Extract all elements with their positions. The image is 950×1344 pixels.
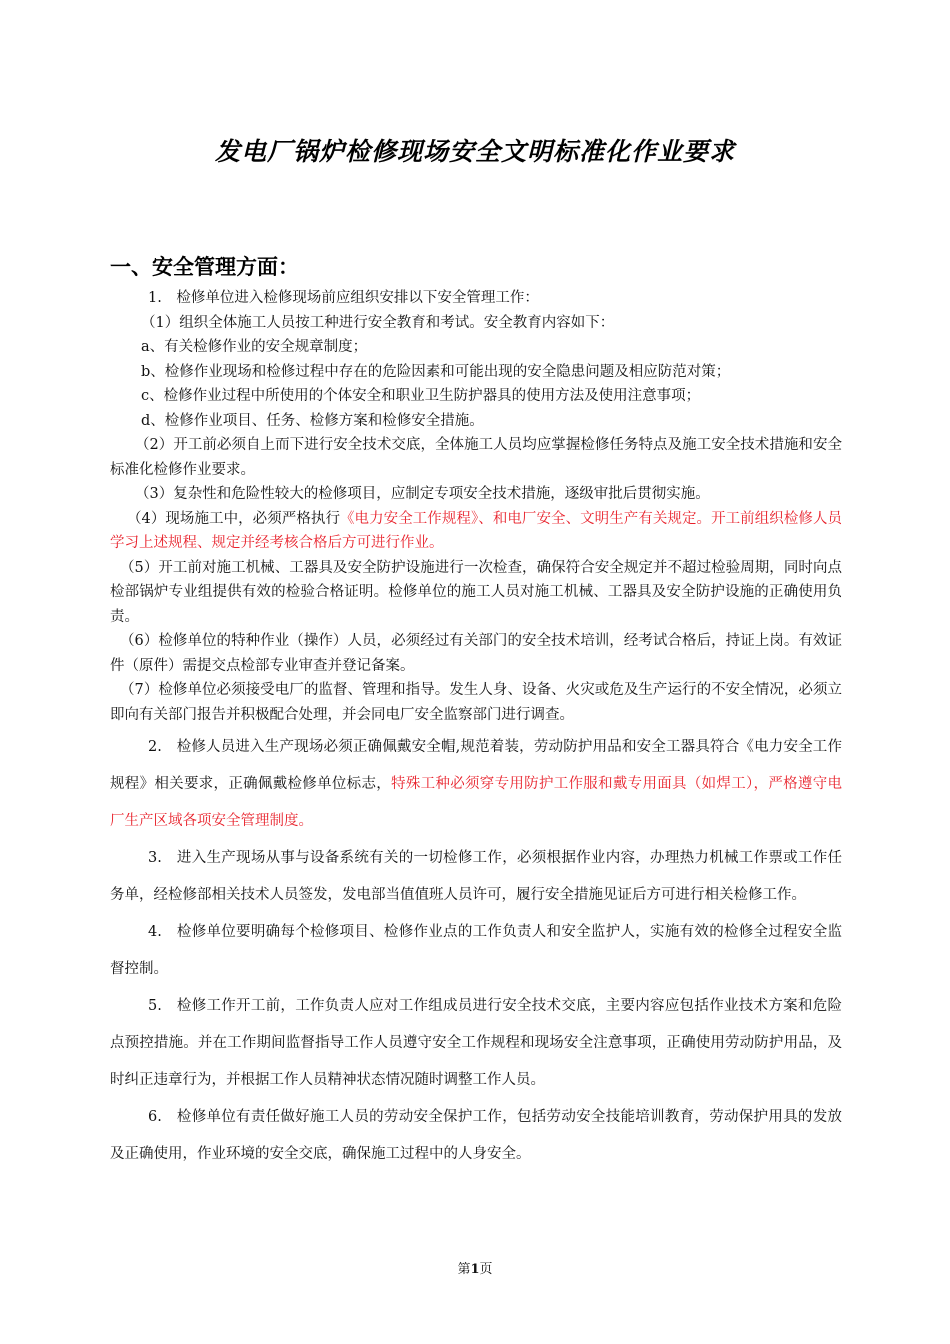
paragraph-item-1-a: a、有关检修作业的安全规章制度； xyxy=(141,339,368,355)
paragraph-item-1: 1. 检修单位进入检修现场前应组织安排以下安全管理工作： xyxy=(148,290,539,306)
paragraph-item-1-b: b、检修作业现场和检修过程中存在的危险因素和可能出现的安全隐患问题及相应防范对策； xyxy=(141,363,731,380)
footer-prefix: 第 xyxy=(457,1262,471,1277)
paragraph-item-6: 6. 检修单位有责任做好施工人员的劳动安全保护工作，包括劳动安全技能培训教育，劳动保护用具的发放及正确使用，作业环境的安全交底，确保施工过程中的人身安全。 xyxy=(110,1109,842,1162)
paragraph-item-3: 3. 进入生产现场从事与设备系统有关的一切检修工作，必须根据作业内容，办理热力机械工作票或工作任务单，经检修部相关技术人员签发，发电部当值值班人员许可，履行安全措施见证后方可进行相关检修工作。 xyxy=(110,850,842,903)
paragraph-item-1-6: （6）检修单位的特种作业（操作）人员，必须经过有关部门的安全技术培训，经考试合格后，持证上岗。有效证件（原件）需提交点检部专业审查并登记备案。 xyxy=(110,633,842,674)
paragraph-item-1-2: （2）开工前必须自上而下进行安全技术交底，全体施工人员均应掌握检修任务特点及施工安全技术措施和安全标准化检修作业要求。 xyxy=(110,437,842,478)
page-number: 1 xyxy=(470,1262,480,1277)
paragraph-item-2-text: 2. 检修人员进入生产现场必须正确佩戴安全帽,规范着装，劳动防护用品和安全工器具符合《电力安全工作规程》相关要求，正确佩戴检修单位标志， xyxy=(110,739,842,792)
paragraph-item-1-1: （1）组织全体施工人员按工种进行安全教育和考试。安全教育内容如下： xyxy=(141,314,615,331)
page-footer xyxy=(0,1258,950,1277)
paragraph-item-1-3: （3）复杂性和危险性较大的检修项目，应制定专项安全技术措施，逐级审批后贯彻实施。 xyxy=(135,486,710,502)
paragraph-item-2 xyxy=(110,729,842,840)
paragraph-item-1-c: c、检修作业过程中所使用的个体安全和职业卫生防护器具的使用方法及使用注意事项； xyxy=(141,388,701,404)
paragraph-item-1-5: （5）开工前对施工机械、工器具及安全防护设施进行一次检查，确保符合安全规定并不超过检验周期，同时向点检部锅炉专业组提供有效的检验合格证明。检修单位的施工人员对施工机械、工器具及安全防护设施的正确使用负责。 xyxy=(110,559,842,625)
footer-suffix: 页 xyxy=(479,1262,493,1277)
paragraph-item-1-4-highlight: 《电力安全工作规程》、和电厂安全、文明生产有关规定。开工前组织检修人员学习上述规程、规定并经考核合格后方可进行作业。 xyxy=(110,510,842,551)
section-heading-safety-management: 一、安全管理方面： xyxy=(110,255,299,279)
document-title: 发电厂锅炉检修现场安全文明标准化作业要求 xyxy=(214,137,735,166)
paragraph-item-5: 5. 检修工作开工前，工作负责人应对工作组成员进行安全技术交底，主要内容应包括作业技术方案和危险点预控措施。并在工作期间监督指导工作人员遵守安全工作规程和现场安全注意事项，正确使用劳动防护用品，及时纠正违章行为，并根据工作人员精神状态情况随时调整工作人员。 xyxy=(110,998,842,1088)
paragraph-item-1-7: （7）检修单位必须接受电厂的监督、管理和指导。发生人身、设备、火灾或危及生产运行的不安全情况，必须立即向有关部门报告并积极配合处理，并会同电厂安全监察部门进行调查。 xyxy=(110,682,842,723)
paragraph-item-2-highlight: 特殊工种必须穿专用防护工作服和戴专用面具（如焊工），严格遵守电厂生产区域各项安全管理制度。 xyxy=(110,776,843,829)
paragraph-item-1-4-text: （4）现场施工中，必须严格执行 xyxy=(127,510,340,527)
paragraph-item-1-d: d、检修作业项目、任务、检修方案和检修安全措施。 xyxy=(141,412,484,429)
paragraph-item-1-4 xyxy=(110,507,842,556)
paragraph-item-4: 4. 检修单位要明确每个检修项目、检修作业点的工作负责人和安全监护人，实施有效的检修全过程安全监督控制。 xyxy=(110,924,842,977)
document-body xyxy=(110,286,842,1173)
